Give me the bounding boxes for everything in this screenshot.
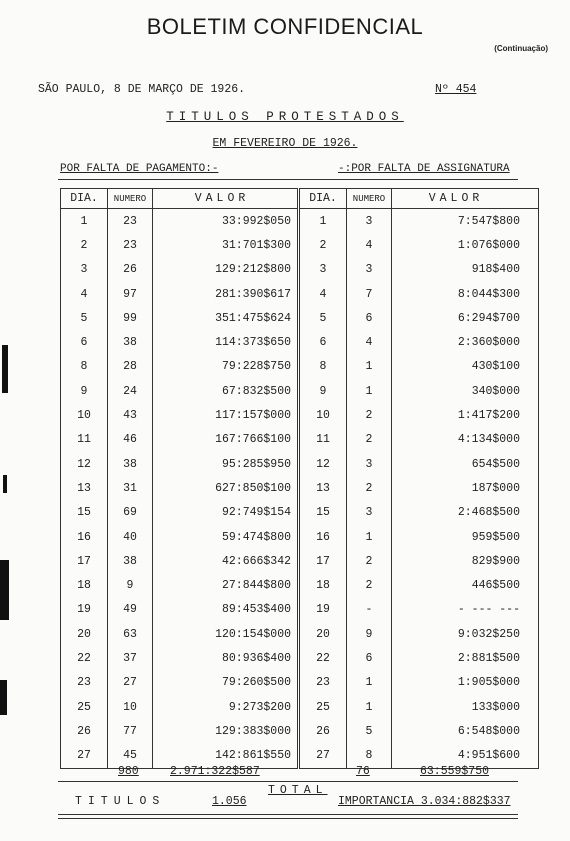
day-cell-right: 9 bbox=[299, 379, 347, 403]
number-cell-right: 9 bbox=[347, 622, 392, 646]
day-cell-left: 20 bbox=[61, 622, 108, 646]
day-cell-right: 25 bbox=[299, 695, 347, 719]
value-cell-right: 2:468$500 bbox=[392, 501, 539, 525]
bottom-rule-double bbox=[58, 818, 518, 819]
day-cell-right: 2 bbox=[299, 233, 347, 257]
table-row bbox=[61, 379, 539, 403]
value-cell-right: 340$000 bbox=[392, 379, 539, 403]
day-cell-left: 8 bbox=[61, 355, 108, 379]
day-cell-left: 4 bbox=[61, 282, 108, 306]
table-header-row bbox=[61, 189, 539, 209]
scan-mark bbox=[3, 475, 7, 493]
value-cell-left: 129:212$800 bbox=[153, 258, 299, 282]
value-cell-left: 79:228$750 bbox=[153, 355, 299, 379]
value-cell-right: 2:360$000 bbox=[392, 330, 539, 354]
table-row bbox=[61, 233, 539, 257]
day-cell-right: 8 bbox=[299, 355, 347, 379]
total-label: TOTAL bbox=[268, 784, 328, 797]
col-number-left: NUMERO bbox=[108, 189, 153, 209]
day-cell-right: 22 bbox=[299, 646, 347, 670]
header-rule bbox=[58, 179, 518, 180]
number-cell-right: 4 bbox=[347, 233, 392, 257]
number-cell-left: 40 bbox=[108, 525, 153, 549]
number-cell-left: 31 bbox=[108, 476, 153, 500]
day-cell-right: 10 bbox=[299, 403, 347, 427]
number-cell-left: 23 bbox=[108, 233, 153, 257]
number-cell-left: 43 bbox=[108, 403, 153, 427]
day-cell-left: 5 bbox=[61, 306, 108, 330]
number-cell-left: 28 bbox=[108, 355, 153, 379]
value-cell-left: 31:701$300 bbox=[153, 233, 299, 257]
day-cell-right: 13 bbox=[299, 476, 347, 500]
value-cell-right: 2:881$500 bbox=[392, 646, 539, 670]
number-cell-right: 2 bbox=[347, 403, 392, 427]
value-cell-left: 67:832$500 bbox=[153, 379, 299, 403]
sum-rule bbox=[58, 781, 518, 782]
value-cell-left: 27:844$800 bbox=[153, 573, 299, 597]
number-cell-right: 6 bbox=[347, 646, 392, 670]
day-cell-left: 10 bbox=[61, 403, 108, 427]
day-cell-right: 26 bbox=[299, 719, 347, 743]
number-cell-right: 2 bbox=[347, 573, 392, 597]
value-cell-right: 7:547$800 bbox=[392, 209, 539, 234]
table-row bbox=[61, 719, 539, 743]
number-cell-left: 24 bbox=[108, 379, 153, 403]
number-cell-right: 5 bbox=[347, 719, 392, 743]
col-day-left: DIA. bbox=[61, 189, 108, 209]
day-cell-left: 26 bbox=[61, 719, 108, 743]
number-cell-left: 97 bbox=[108, 282, 153, 306]
value-cell-left: 42:666$342 bbox=[153, 549, 299, 573]
day-cell-left: 22 bbox=[61, 646, 108, 670]
number-cell-left: 49 bbox=[108, 598, 153, 622]
left-section-label: POR FALTA DE PAGAMENTO:- bbox=[60, 163, 219, 175]
table-row bbox=[61, 476, 539, 500]
number-cell-left: 46 bbox=[108, 428, 153, 452]
value-cell-right: 1:076$000 bbox=[392, 233, 539, 257]
number-cell-left: 23 bbox=[108, 209, 153, 234]
value-cell-right: 959$500 bbox=[392, 525, 539, 549]
day-cell-right: 12 bbox=[299, 452, 347, 476]
number-cell-left: 9 bbox=[108, 573, 153, 597]
value-cell-right: - --- --- bbox=[392, 598, 539, 622]
value-cell-right: 446$500 bbox=[392, 573, 539, 597]
col-number-right: NUMERO bbox=[347, 189, 392, 209]
titles-label: TITULOS bbox=[75, 795, 166, 808]
value-cell-left: 281:390$617 bbox=[153, 282, 299, 306]
number-cell-right: 2 bbox=[347, 476, 392, 500]
number-cell-left: 37 bbox=[108, 646, 153, 670]
importance-total: IMPORTANCIA 3.034:882$337 bbox=[338, 795, 511, 808]
value-cell-left: 120:154$000 bbox=[153, 622, 299, 646]
value-cell-left: 129:383$000 bbox=[153, 719, 299, 743]
day-cell-left: 11 bbox=[61, 428, 108, 452]
value-cell-right: 430$100 bbox=[392, 355, 539, 379]
table-row bbox=[61, 258, 539, 282]
number-cell-right: 3 bbox=[347, 452, 392, 476]
value-cell-left: 33:992$050 bbox=[153, 209, 299, 234]
number-cell-right: 1 bbox=[347, 525, 392, 549]
scan-mark bbox=[2, 345, 8, 393]
day-cell-left: 25 bbox=[61, 695, 108, 719]
value-cell-left: 79:260$500 bbox=[153, 671, 299, 695]
number-cell-right: 1 bbox=[347, 671, 392, 695]
number-cell-left: 26 bbox=[108, 258, 153, 282]
value-cell-right: 6:294$700 bbox=[392, 306, 539, 330]
col-value-right: VALOR bbox=[392, 189, 539, 209]
day-cell-right: 17 bbox=[299, 549, 347, 573]
col-value-left: VALOR bbox=[153, 189, 299, 209]
number-cell-right: 3 bbox=[347, 209, 392, 234]
value-cell-right: 8:044$300 bbox=[392, 282, 539, 306]
day-cell-right: 16 bbox=[299, 525, 347, 549]
continuation-note: (Continuação) bbox=[494, 44, 548, 53]
value-cell-left: 59:474$800 bbox=[153, 525, 299, 549]
titles-total: 1.056 bbox=[212, 795, 247, 808]
table-row bbox=[61, 525, 539, 549]
value-cell-right: 4:951$600 bbox=[392, 744, 539, 769]
table-row bbox=[61, 501, 539, 525]
number-cell-right: 7 bbox=[347, 282, 392, 306]
table-row bbox=[61, 549, 539, 573]
day-cell-left: 12 bbox=[61, 452, 108, 476]
day-cell-right: 23 bbox=[299, 671, 347, 695]
number-cell-left: 45 bbox=[108, 744, 153, 769]
table-row bbox=[61, 355, 539, 379]
number-cell-left: 69 bbox=[108, 501, 153, 525]
value-cell-left: 167:766$100 bbox=[153, 428, 299, 452]
number-cell-right: 8 bbox=[347, 744, 392, 769]
left-count-sum: 980 bbox=[118, 765, 139, 778]
table-row bbox=[61, 209, 539, 234]
number-cell-left: 38 bbox=[108, 549, 153, 573]
scan-mark bbox=[0, 560, 9, 620]
number-cell-right: 2 bbox=[347, 428, 392, 452]
day-cell-left: 1 bbox=[61, 209, 108, 234]
table-row bbox=[61, 598, 539, 622]
number-cell-right: - bbox=[347, 598, 392, 622]
day-cell-right: 5 bbox=[299, 306, 347, 330]
table-row bbox=[61, 452, 539, 476]
right-value-sum: 63:559$750 bbox=[420, 765, 490, 778]
value-cell-left: 627:850$100 bbox=[153, 476, 299, 500]
scan-mark bbox=[0, 680, 7, 715]
number-cell-left: 99 bbox=[108, 306, 153, 330]
day-cell-right: 27 bbox=[299, 744, 347, 769]
number-cell-left: 27 bbox=[108, 671, 153, 695]
value-cell-right: 6:548$000 bbox=[392, 719, 539, 743]
number-cell-left: 10 bbox=[108, 695, 153, 719]
value-cell-left: 114:373$650 bbox=[153, 330, 299, 354]
number-cell-left: 38 bbox=[108, 330, 153, 354]
section-heading: TITULOS PROTESTADOS bbox=[166, 110, 404, 124]
bottom-rule bbox=[58, 814, 518, 815]
protest-table bbox=[60, 188, 539, 769]
day-cell-right: 4 bbox=[299, 282, 347, 306]
day-cell-left: 13 bbox=[61, 476, 108, 500]
number-cell-right: 3 bbox=[347, 501, 392, 525]
day-cell-right: 19 bbox=[299, 598, 347, 622]
number-cell-right: 6 bbox=[347, 306, 392, 330]
value-cell-right: 654$500 bbox=[392, 452, 539, 476]
document-title: BOLETIM CONFIDENCIAL bbox=[146, 14, 424, 39]
day-cell-left: 16 bbox=[61, 525, 108, 549]
day-cell-left: 2 bbox=[61, 233, 108, 257]
table-row bbox=[61, 695, 539, 719]
day-cell-left: 23 bbox=[61, 671, 108, 695]
value-cell-left: 117:157$000 bbox=[153, 403, 299, 427]
day-cell-left: 3 bbox=[61, 258, 108, 282]
day-cell-right: 20 bbox=[299, 622, 347, 646]
value-cell-right: 918$400 bbox=[392, 258, 539, 282]
number-cell-right: 1 bbox=[347, 695, 392, 719]
value-cell-left: 142:861$550 bbox=[153, 744, 299, 769]
number-cell-left: 38 bbox=[108, 452, 153, 476]
value-cell-left: 351:475$624 bbox=[153, 306, 299, 330]
table-row bbox=[61, 330, 539, 354]
number-cell-left: 63 bbox=[108, 622, 153, 646]
period-line: EM FEVEREIRO DE 1926. bbox=[212, 137, 358, 150]
value-cell-left: 89:453$400 bbox=[153, 598, 299, 622]
bulletin-number: Nº 454 bbox=[435, 83, 477, 96]
day-cell-left: 15 bbox=[61, 501, 108, 525]
day-cell-left: 19 bbox=[61, 598, 108, 622]
day-cell-right: 18 bbox=[299, 573, 347, 597]
table-row bbox=[61, 646, 539, 670]
value-cell-right: 9:032$250 bbox=[392, 622, 539, 646]
table-row bbox=[61, 428, 539, 452]
number-cell-right: 1 bbox=[347, 355, 392, 379]
value-cell-right: 133$000 bbox=[392, 695, 539, 719]
value-cell-right: 1:905$000 bbox=[392, 671, 539, 695]
right-section-label: -:POR FALTA DE ASSIGNATURA bbox=[338, 163, 510, 175]
day-cell-left: 9 bbox=[61, 379, 108, 403]
table-row bbox=[61, 573, 539, 597]
value-cell-right: 4:134$000 bbox=[392, 428, 539, 452]
day-cell-right: 11 bbox=[299, 428, 347, 452]
number-cell-right: 3 bbox=[347, 258, 392, 282]
day-cell-left: 17 bbox=[61, 549, 108, 573]
value-cell-right: 829$900 bbox=[392, 549, 539, 573]
number-cell-left: 77 bbox=[108, 719, 153, 743]
value-cell-left: 9:273$200 bbox=[153, 695, 299, 719]
value-cell-right: 187$000 bbox=[392, 476, 539, 500]
day-cell-right: 3 bbox=[299, 258, 347, 282]
day-cell-left: 18 bbox=[61, 573, 108, 597]
table-row bbox=[61, 671, 539, 695]
number-cell-right: 1 bbox=[347, 379, 392, 403]
day-cell-right: 1 bbox=[299, 209, 347, 234]
day-cell-right: 15 bbox=[299, 501, 347, 525]
number-cell-right: 2 bbox=[347, 549, 392, 573]
day-cell-left: 27 bbox=[61, 744, 108, 769]
place-date: SÃO PAULO, 8 DE MARÇO DE 1926. bbox=[38, 83, 246, 96]
right-count-sum: 76 bbox=[356, 765, 370, 778]
number-cell-right: 4 bbox=[347, 330, 392, 354]
table-row bbox=[61, 622, 539, 646]
table-row bbox=[61, 403, 539, 427]
value-cell-right: 1:417$200 bbox=[392, 403, 539, 427]
value-cell-left: 80:936$400 bbox=[153, 646, 299, 670]
col-day-right: DIA. bbox=[299, 189, 347, 209]
value-cell-left: 92:749$154 bbox=[153, 501, 299, 525]
day-cell-left: 6 bbox=[61, 330, 108, 354]
left-value-sum: 2.971:322$587 bbox=[170, 765, 260, 778]
table-row bbox=[61, 306, 539, 330]
value-cell-left: 95:285$950 bbox=[153, 452, 299, 476]
day-cell-right: 6 bbox=[299, 330, 347, 354]
table-row bbox=[61, 282, 539, 306]
